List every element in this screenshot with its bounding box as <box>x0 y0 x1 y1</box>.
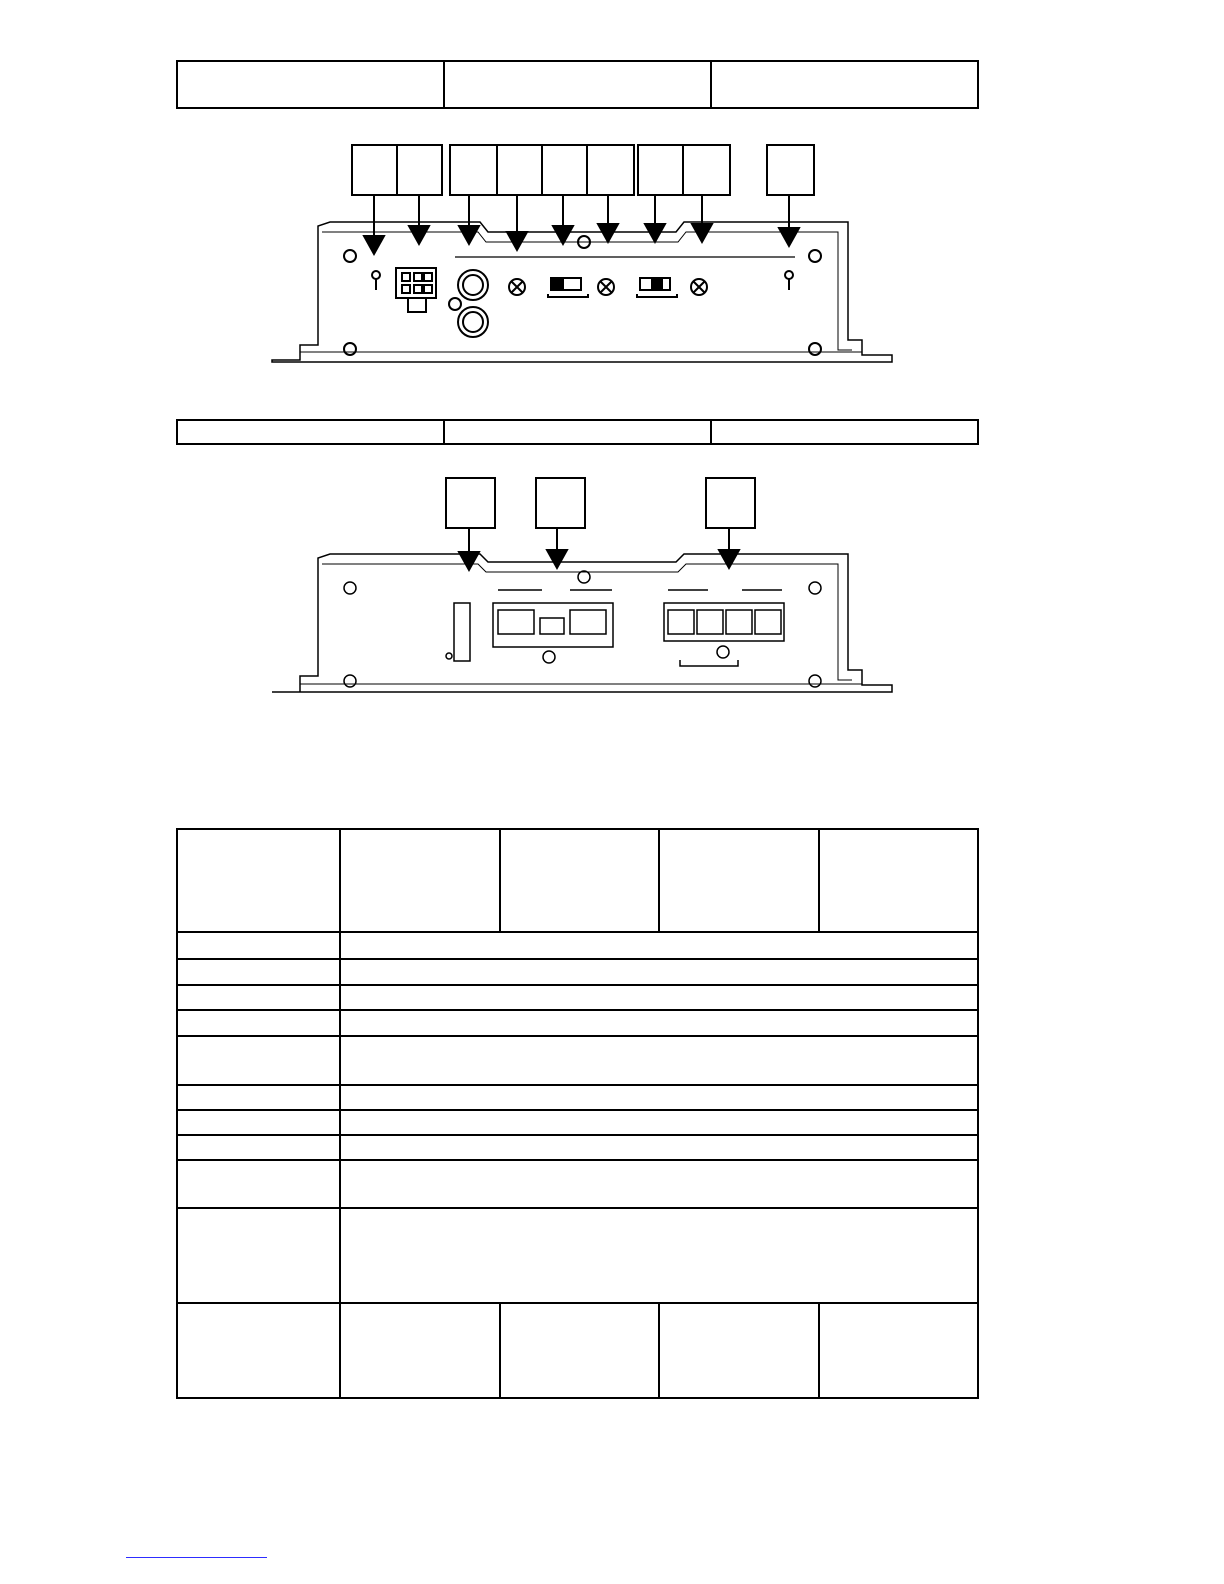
spec-row-label <box>178 933 341 958</box>
spec-row-label <box>178 960 341 984</box>
spec-row-value <box>341 1161 977 1207</box>
spec-row-5 <box>178 1037 977 1086</box>
spec-row-value <box>341 1111 977 1134</box>
spec-row-label <box>178 1136 341 1159</box>
rear-panel-diagram <box>0 0 1224 720</box>
spec-footer-cell-5 <box>820 1304 979 1397</box>
spec-row-6 <box>178 1086 977 1111</box>
rear-callout-box-1 <box>446 478 495 528</box>
spec-header-row <box>178 830 977 933</box>
spec-row-value <box>341 960 977 984</box>
spec-row-7 <box>178 1111 977 1136</box>
spec-header-cell-1 <box>178 830 341 931</box>
spec-footer-cell-1 <box>178 1304 341 1397</box>
spec-row-value <box>341 933 977 958</box>
spec-row-8 <box>178 1136 977 1161</box>
spec-footer-cell-3 <box>501 1304 660 1397</box>
spec-row-1 <box>178 933 977 960</box>
spec-footer-cell-4 <box>660 1304 820 1397</box>
spec-row-9 <box>178 1161 977 1209</box>
spec-row-3 <box>178 986 977 1011</box>
spec-row-4 <box>178 1011 977 1037</box>
spec-header-cell-2 <box>341 830 501 931</box>
rear-callout-box-2 <box>536 478 585 528</box>
spec-row-label <box>178 986 341 1009</box>
spec-row-value <box>341 1136 977 1159</box>
spec-row-value <box>341 1011 977 1035</box>
spec-row-2 <box>178 960 977 986</box>
spec-row-10 <box>178 1209 977 1304</box>
spec-row-label <box>178 1111 341 1134</box>
spec-header-cell-5 <box>820 830 979 931</box>
spec-row-label <box>178 1086 341 1109</box>
spec-row-value <box>341 986 977 1009</box>
spec-header-cell-4 <box>660 830 820 931</box>
rear-callout-box-3 <box>706 478 755 528</box>
spec-row-label <box>178 1037 341 1084</box>
spec-row-value <box>341 1037 977 1084</box>
spec-footer-cell-2 <box>341 1304 501 1397</box>
spec-row-value <box>341 1086 977 1109</box>
spec-row-label <box>178 1011 341 1035</box>
spec-row-label <box>178 1209 341 1302</box>
spec-row-value <box>341 1209 977 1302</box>
spec-header-cell-3 <box>501 830 660 931</box>
specification-table <box>176 828 979 1399</box>
spec-footer-row <box>178 1304 977 1397</box>
spec-row-label <box>178 1161 341 1207</box>
footer-link[interactable] <box>126 1557 267 1558</box>
